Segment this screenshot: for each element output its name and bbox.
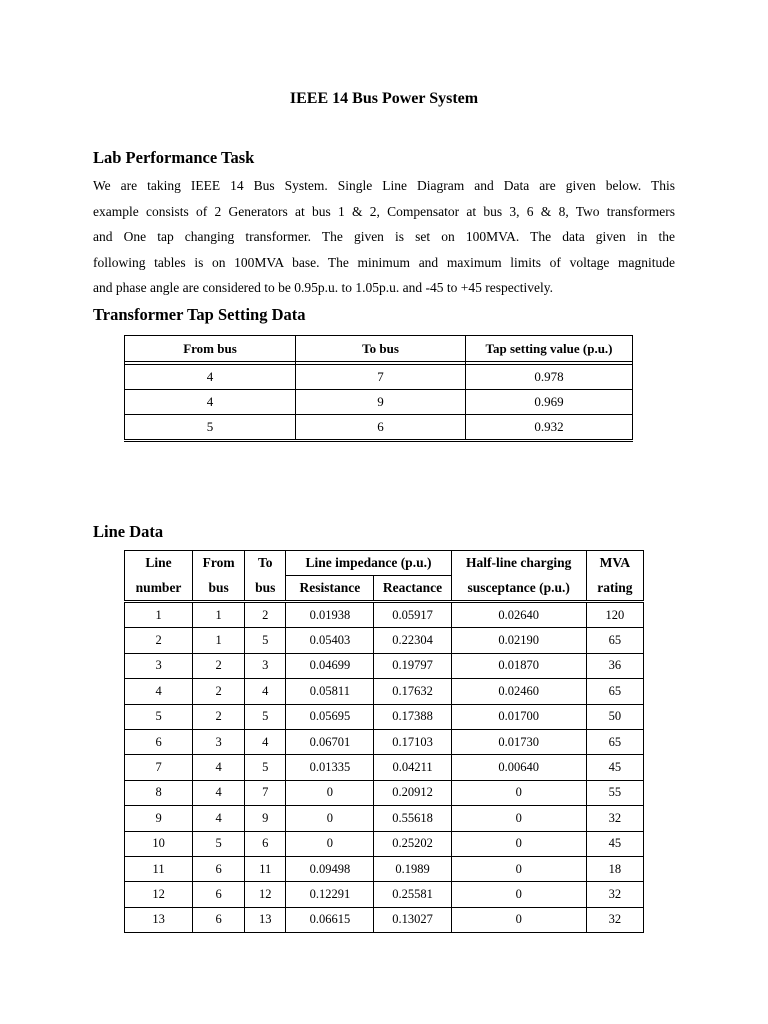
header-line-impedance: Line impedance (p.u.) (286, 551, 451, 576)
table-cell: 11 (245, 856, 286, 881)
table-cell: 12 (125, 882, 193, 907)
header-to-bus: bus (245, 576, 286, 602)
table-cell: 0 (451, 806, 586, 831)
table-cell: 0.17103 (374, 729, 451, 754)
paragraph-line: We are taking IEEE 14 Bus System. Single Line Diagram and Data are given below. This (93, 178, 675, 193)
table-row (125, 831, 644, 856)
table-cell: 0.25202 (374, 831, 451, 856)
table-cell: 2 (193, 653, 245, 678)
table-header-row (125, 336, 633, 362)
table-cell: 0 (451, 780, 586, 805)
table-cell: 0.55618 (374, 806, 451, 831)
table-cell: 0.19797 (374, 653, 451, 678)
table-cell: 0.01700 (451, 704, 586, 729)
table-cell: 0 (286, 806, 374, 831)
table-row (125, 704, 644, 729)
table-cell: 0.12291 (286, 882, 374, 907)
table-row (125, 907, 644, 932)
table-header-row (125, 551, 644, 576)
table-cell: 45 (586, 831, 643, 856)
table-cell: 32 (586, 882, 643, 907)
table-cell: 32 (586, 806, 643, 831)
table-cell: 3 (125, 653, 193, 678)
tap-setting-table (124, 335, 633, 442)
table-cell: 1 (125, 602, 193, 628)
table-row (125, 365, 633, 390)
table-cell: 2 (245, 602, 286, 628)
table-cell: 0.22304 (374, 628, 451, 653)
table-cell: 6 (193, 907, 245, 932)
header-number: number (125, 576, 193, 602)
table-row (125, 755, 644, 780)
table-cell: 0 (451, 907, 586, 932)
table-cell: 0.978 (466, 365, 633, 390)
header-mva: MVA (586, 551, 643, 576)
table-cell: 4 (125, 679, 193, 704)
table-cell: 10 (125, 831, 193, 856)
table-cell: 2 (125, 628, 193, 653)
table-cell: 0.05403 (286, 628, 374, 653)
table-row (125, 729, 644, 754)
table-cell: 13 (245, 907, 286, 932)
header-from-bus: bus (193, 576, 245, 602)
table-cell: 0.1989 (374, 856, 451, 881)
table-row (125, 679, 644, 704)
table-header-row (125, 576, 644, 602)
table-cell: 18 (586, 856, 643, 881)
table-cell: 65 (586, 679, 643, 704)
table-cell: 50 (586, 704, 643, 729)
line-data-table (124, 550, 644, 933)
table-cell: 0.01730 (451, 729, 586, 754)
table-cell: 6 (245, 831, 286, 856)
table-cell: 0 (451, 882, 586, 907)
table-cell: 0 (286, 831, 374, 856)
table-cell: 9 (125, 806, 193, 831)
header-to: To (245, 551, 286, 576)
table-cell: 2 (193, 679, 245, 704)
table-cell: 6 (125, 729, 193, 754)
table-cell: 0.02460 (451, 679, 586, 704)
header-susceptance: susceptance (p.u.) (451, 576, 586, 602)
table-cell: 55 (586, 780, 643, 805)
paragraph-line: following tables is on 100MVA base. The minimum and maximum limits of voltage magnitude (93, 254, 675, 270)
table-cell: 0.932 (466, 415, 633, 441)
table-cell: 36 (586, 653, 643, 678)
table-row (125, 806, 644, 831)
header-reactance: Reactance (374, 576, 451, 602)
table-cell: 6 (193, 882, 245, 907)
paragraph-line: example consists of 2 Generators at bus 1 & 2, Compensator at bus 3, 6 & 8, Two transformers (93, 203, 675, 219)
table-cell: 0 (451, 831, 586, 856)
table-cell: 0.17632 (374, 679, 451, 704)
table-cell: 0.01870 (451, 653, 586, 678)
table-cell: 5 (125, 704, 193, 729)
table-cell: 32 (586, 907, 643, 932)
paragraph-line: and One tap changing transformer. The given is set on 100MVA. The data given in the (93, 229, 675, 244)
table-cell: 65 (586, 729, 643, 754)
page-title: IEEE 14 Bus Power System (289, 90, 479, 107)
table-cell: 3 (193, 729, 245, 754)
table-cell: 1 (193, 602, 245, 628)
table-row (125, 415, 633, 441)
table-cell: 5 (245, 704, 286, 729)
table-row (125, 856, 644, 881)
table-cell: 0.00640 (451, 755, 586, 780)
table-cell: 4 (125, 365, 296, 390)
paragraph-line: and phase angle are considered to be 0.95p.u. to 1.05p.u. and -45 to +45 respectively. (93, 280, 553, 295)
table-cell: 0.25581 (374, 882, 451, 907)
table-cell: 0 (451, 856, 586, 881)
table-cell: 11 (125, 856, 193, 881)
table-cell: 13 (125, 907, 193, 932)
table-cell: 5 (125, 415, 296, 441)
table-row (125, 653, 644, 678)
table-cell: 5 (245, 755, 286, 780)
table-cell: 8 (125, 780, 193, 805)
table-cell: 0.04211 (374, 755, 451, 780)
table-cell: 0.20912 (374, 780, 451, 805)
table-cell: 0.02190 (451, 628, 586, 653)
table-row (125, 780, 644, 805)
table-cell: 0.05917 (374, 602, 451, 628)
section-heading-tap-data: Transformer Tap Setting Data (93, 305, 306, 324)
table-row (125, 628, 644, 653)
table-cell: 0.04699 (286, 653, 374, 678)
table-cell: 0.05695 (286, 704, 374, 729)
table-cell: 4 (193, 755, 245, 780)
table-cell: 120 (586, 602, 643, 628)
table-cell: 45 (586, 755, 643, 780)
table-cell: 12 (245, 882, 286, 907)
table-cell: 4 (193, 780, 245, 805)
table-cell: 0.13027 (374, 907, 451, 932)
header-from-bus: From bus (125, 336, 296, 362)
table-cell: 0.05811 (286, 679, 374, 704)
table-cell: 3 (245, 653, 286, 678)
table-cell: 6 (296, 415, 466, 441)
table-row (125, 882, 644, 907)
section-heading-line-data: Line Data (93, 522, 164, 541)
table-cell: 0.06701 (286, 729, 374, 754)
table-cell: 6 (193, 856, 245, 881)
section-heading-lab-task: Lab Performance Task (93, 148, 255, 167)
header-rating: rating (586, 576, 643, 602)
table-cell: 0.17388 (374, 704, 451, 729)
header-line: Line (125, 551, 193, 576)
table-cell: 65 (586, 628, 643, 653)
header-half-line-charging: Half-line charging (451, 551, 586, 576)
table-cell: 4 (245, 729, 286, 754)
table-cell: 0.969 (466, 390, 633, 415)
table-cell: 0.01335 (286, 755, 374, 780)
header-to-bus: To bus (296, 336, 466, 362)
header-resistance: Resistance (286, 576, 374, 602)
table-cell: 9 (245, 806, 286, 831)
table-row (125, 602, 644, 628)
header-from: From (193, 551, 245, 576)
table-cell: 0 (286, 780, 374, 805)
table-cell: 9 (296, 390, 466, 415)
table-cell: 5 (193, 831, 245, 856)
table-cell: 1 (193, 628, 245, 653)
table-row (125, 390, 633, 415)
intro-paragraph (93, 173, 675, 301)
table-cell: 2 (193, 704, 245, 729)
table-cell: 4 (193, 806, 245, 831)
table-cell: 7 (245, 780, 286, 805)
table-cell: 4 (245, 679, 286, 704)
table-cell: 7 (125, 755, 193, 780)
table-cell: 4 (125, 390, 296, 415)
table-cell: 0.02640 (451, 602, 586, 628)
table-cell: 0.09498 (286, 856, 374, 881)
header-tap-setting: Tap setting value (p.u.) (466, 336, 633, 362)
table-cell: 0.01938 (286, 602, 374, 628)
table-cell: 7 (296, 365, 466, 390)
table-cell: 0.06615 (286, 907, 374, 932)
table-cell: 5 (245, 628, 286, 653)
